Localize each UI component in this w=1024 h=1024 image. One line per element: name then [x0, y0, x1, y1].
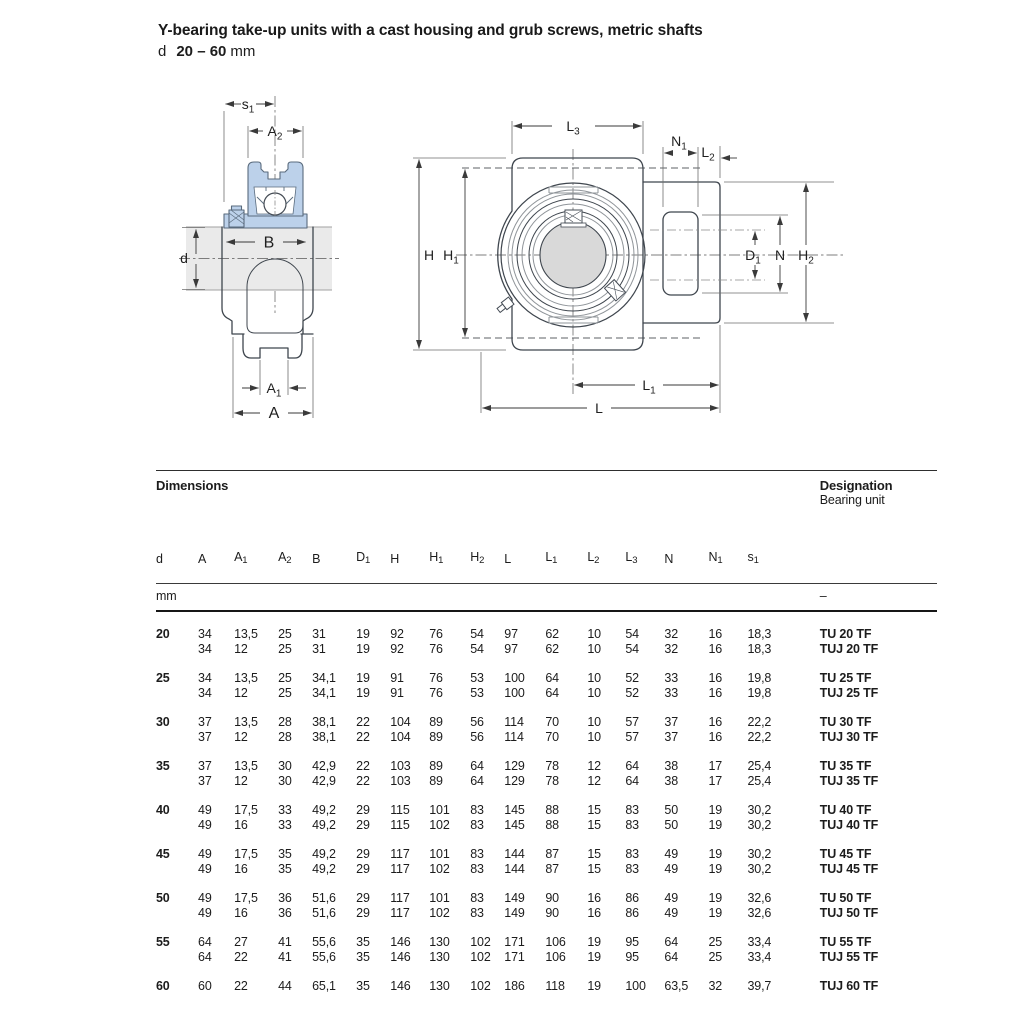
designation-cell: TU 30 TF TUJ 30 TF [819, 715, 879, 744]
value-cell: 41 41 [278, 935, 292, 964]
value-cell: 29 29 [356, 803, 370, 832]
svg-text:L1: $L_1$ [642, 377, 656, 397]
value-cell: 65,1 [312, 979, 336, 993]
value-cell: 115 115 [390, 803, 410, 832]
size-row [156, 920, 937, 964]
value-cell: 38,1 38,1 [312, 715, 336, 744]
column-header: A [198, 552, 207, 566]
value-cell: 54 54 [470, 627, 484, 656]
designation-cell: TU 50 TF TUJ 50 TF [819, 891, 879, 920]
value-cell: 33 33 [664, 671, 679, 700]
value-cell: 32 32 [664, 627, 679, 656]
svg-text:H2: $H_2$ [798, 247, 814, 267]
value-cell: 102 [470, 979, 491, 993]
value-cell: 104 104 [390, 715, 411, 744]
designation-title: Designation [819, 478, 893, 493]
value-cell: 10 10 [587, 671, 601, 700]
size-row [156, 964, 937, 994]
value-cell: 130 [429, 979, 450, 993]
value-cell: 171 171 [504, 935, 525, 964]
value-cell: 35 [356, 979, 370, 993]
value-cell: 118 [545, 979, 565, 993]
units-label: mm [156, 584, 820, 612]
value-cell: 51,6 51,6 [312, 891, 336, 920]
size-row [156, 876, 937, 920]
value-cell: 83 83 [470, 803, 484, 832]
size-row [156, 611, 937, 656]
value-cell: 19 19 [708, 891, 723, 920]
value-cell: 39,7 [747, 979, 772, 993]
size-cell: 45 [156, 847, 170, 861]
value-cell: 16 16 [587, 891, 601, 920]
value-cell: 32,6 32,6 [747, 891, 772, 920]
takeup-guide-outline [643, 182, 720, 323]
value-cell: 88 88 [545, 803, 559, 832]
dim-a2 [248, 123, 303, 158]
svg-text:d: d [180, 250, 188, 266]
designation-heading [820, 471, 937, 528]
units-row [156, 584, 937, 612]
column-header: $D_1$ [356, 550, 371, 566]
value-cell: 17,5 16 [234, 891, 258, 920]
size-cell: 30 [156, 715, 170, 729]
dim-a1 [242, 360, 306, 400]
value-cell: 92 92 [390, 627, 404, 656]
column-header: $A_1$ [234, 550, 248, 566]
value-cell: 38 38 [664, 759, 679, 788]
value-cell: 33,4 33,4 [747, 935, 772, 964]
value-cell: 86 86 [625, 891, 639, 920]
value-cell: 13,5 12 [234, 759, 258, 788]
svg-text:N1: $N_1$ [671, 133, 687, 153]
column-header: B [312, 552, 321, 566]
designation-cell: TU 20 TF TUJ 20 TF [819, 627, 879, 656]
value-cell: 146 [390, 979, 411, 993]
front-view-drawing [413, 118, 844, 416]
value-cell: 49 49 [198, 891, 212, 920]
value-cell: 19 19 [708, 803, 723, 832]
svg-text:L2: $L_2$ [701, 144, 715, 164]
svg-text:D1: $D_1$ [745, 247, 761, 267]
side-grub-screw [229, 206, 244, 227]
value-cell: 64 64 [545, 671, 559, 700]
value-cell: 30 30 [278, 759, 292, 788]
column-header: L [504, 552, 512, 566]
value-cell: 19 19 [587, 935, 601, 964]
svg-text:A: A [268, 405, 280, 422]
page-subtitle [158, 41, 703, 62]
designation-cell: TU 40 TF TUJ 40 TF [819, 803, 879, 832]
designation-cell: TU 25 TF TUJ 25 TF [819, 671, 879, 700]
value-cell: 29 29 [356, 847, 370, 876]
dimensions-heading: Dimensions [156, 471, 820, 528]
value-cell: 34,1 34,1 [312, 671, 336, 700]
value-cell: 144 144 [504, 847, 525, 876]
column-header: $H_2$ [470, 550, 485, 566]
value-cell: 117 117 [390, 847, 410, 876]
units-dash: – [820, 584, 937, 612]
value-cell: 97 97 [504, 627, 518, 656]
value-cell: 25 25 [278, 627, 292, 656]
value-cell: 42,9 42,9 [312, 759, 336, 788]
value-cell: 16 16 [708, 671, 723, 700]
size-cell: 40 [156, 803, 170, 817]
value-cell: 36 36 [278, 891, 292, 920]
size-row [156, 656, 937, 700]
value-cell: 62 62 [545, 627, 559, 656]
designation-cell: TU 45 TF TUJ 45 TF [819, 847, 879, 876]
value-cell: 25,4 25,4 [747, 759, 772, 788]
value-cell: 78 78 [545, 759, 559, 788]
value-cell: 25 25 [708, 935, 723, 964]
dim-h1 [443, 170, 465, 337]
value-cell: 52 52 [625, 671, 639, 700]
value-cell: 25 25 [278, 671, 292, 700]
value-cell: 100 [625, 979, 646, 993]
dim-n1 [663, 133, 698, 207]
value-cell: 49 49 [664, 847, 679, 876]
value-cell: 63,5 [664, 979, 689, 993]
value-cell: 13,5 12 [234, 627, 258, 656]
value-cell: 145 145 [504, 803, 525, 832]
value-cell: 146 146 [390, 935, 411, 964]
value-cell: 83 83 [470, 891, 484, 920]
size-cell: 55 [156, 935, 170, 949]
value-cell: 19,8 19,8 [747, 671, 772, 700]
subtitle-prefix: d [158, 43, 167, 60]
value-cell: 100 100 [504, 671, 525, 700]
svg-text:H1: $H_1$ [443, 247, 459, 267]
value-cell: 103 103 [390, 759, 411, 788]
designation-cell: TUJ 60 TF [819, 979, 879, 993]
value-cell: 17,5 16 [234, 847, 258, 876]
value-cell: 91 91 [390, 671, 404, 700]
value-cell: 33 33 [278, 803, 292, 832]
value-cell: 37 37 [198, 759, 212, 788]
dimensions-table [156, 470, 937, 994]
value-cell: 30,2 30,2 [747, 803, 772, 832]
size-cell: 50 [156, 891, 170, 905]
value-cell: 49 49 [198, 803, 212, 832]
value-cell: 102 102 [470, 935, 491, 964]
grease-nipple [496, 297, 514, 314]
dim-l3 [512, 118, 643, 154]
value-cell: 35 35 [356, 935, 370, 964]
value-cell: 35 35 [278, 847, 292, 876]
value-cell: 17 17 [708, 759, 723, 788]
value-cell: 37 37 [664, 715, 679, 744]
side-view-drawing [179, 96, 339, 422]
takeup-slot [663, 212, 698, 295]
value-cell: 89 89 [429, 715, 443, 744]
value-cell: 32 [708, 979, 723, 993]
value-cell: 149 149 [504, 891, 525, 920]
value-cell: 64 64 [470, 759, 484, 788]
size-cell: 25 [156, 671, 170, 685]
value-cell: 89 89 [429, 759, 443, 788]
value-cell: 101 102 [429, 891, 450, 920]
value-cell: 53 53 [470, 671, 484, 700]
value-cell: 76 76 [429, 627, 443, 656]
value-cell: 101 102 [429, 847, 450, 876]
column-header-spacer [820, 527, 937, 584]
value-cell: 27 22 [234, 935, 248, 964]
column-header: $L_3$ [625, 550, 638, 566]
value-cell: 29 29 [356, 891, 370, 920]
technical-drawings [140, 85, 870, 435]
table-body [156, 611, 937, 994]
table-title-row [156, 471, 937, 528]
value-cell: 55,6 55,6 [312, 935, 336, 964]
column-header: d [156, 552, 163, 566]
grub-screw-top [561, 210, 586, 227]
svg-text:N: N [774, 247, 786, 263]
value-cell: 95 95 [625, 935, 639, 964]
value-cell: 28 28 [278, 715, 292, 744]
value-cell: 19 [587, 979, 601, 993]
dim-h [413, 158, 506, 350]
title-block [158, 20, 703, 62]
subtitle-unit: mm [230, 43, 256, 60]
value-cell: 129 129 [504, 759, 525, 788]
size-row [156, 744, 937, 788]
size-cell: 35 [156, 759, 170, 773]
value-cell: 101 102 [429, 803, 450, 832]
column-header: $H_1$ [429, 550, 444, 566]
column-header: N [664, 552, 674, 566]
value-cell: 15 15 [587, 847, 601, 876]
value-cell: 106 106 [545, 935, 566, 964]
column-header: $L_1$ [545, 550, 558, 566]
value-cell: 22 22 [356, 759, 370, 788]
column-header-row [156, 527, 937, 584]
size-cell: 20 [156, 627, 170, 641]
value-cell: 34 34 [198, 627, 212, 656]
designation-cell: TU 55 TF TUJ 55 TF [819, 935, 879, 964]
value-cell: 22 22 [356, 715, 370, 744]
value-cell: 16 16 [708, 715, 723, 744]
value-cell: 15 15 [587, 803, 601, 832]
value-cell: 49 49 [664, 891, 679, 920]
column-header: $A_2$ [278, 550, 292, 566]
value-cell: 16 16 [708, 627, 723, 656]
shaft-circle [540, 222, 606, 288]
technical-drawing-svg [140, 85, 870, 435]
value-cell: 83 83 [625, 847, 639, 876]
svg-text:A2: $A_2$ [267, 123, 283, 143]
column-header: H [390, 552, 400, 566]
value-cell: 12 12 [587, 759, 601, 788]
designation-cell: TU 35 TF TUJ 35 TF [819, 759, 879, 788]
value-cell: 13,5 12 [234, 671, 258, 700]
dim-l [481, 352, 719, 416]
value-cell: 22,2 22,2 [747, 715, 772, 744]
size-row [156, 832, 937, 876]
value-cell: 57 57 [625, 715, 639, 744]
value-cell: 31 31 [312, 627, 326, 656]
value-cell: 13,5 12 [234, 715, 258, 744]
svg-text:H: H [423, 247, 435, 263]
page-title: Y-bearing take-up units with a cast housing and grub screws, metric shafts [158, 22, 703, 39]
value-cell: 130 130 [429, 935, 450, 964]
dim-l2 [701, 144, 737, 178]
column-header: $s_1$ [747, 550, 759, 566]
value-cell: 60 [198, 979, 212, 993]
value-cell: 76 76 [429, 671, 443, 700]
size-cell: 60 [156, 979, 170, 993]
value-cell: 186 [504, 979, 525, 993]
value-cell: 44 [278, 979, 292, 993]
svg-text:L3: $L_3$ [566, 118, 580, 138]
value-cell: 30,2 30,2 [747, 847, 772, 876]
size-row [156, 700, 937, 744]
value-cell: 19 19 [356, 627, 370, 656]
value-cell: 64 64 [664, 935, 679, 964]
value-cell: 90 90 [545, 891, 559, 920]
size-row [156, 788, 937, 832]
value-cell: 64 64 [625, 759, 639, 788]
value-cell: 50 50 [664, 803, 679, 832]
value-cell: 49,2 49,2 [312, 847, 336, 876]
value-cell: 17,5 16 [234, 803, 258, 832]
svg-text:B: B [263, 234, 275, 252]
value-cell: 114 114 [504, 715, 524, 744]
value-cell: 18,3 18,3 [747, 627, 772, 656]
value-cell: 70 70 [545, 715, 559, 744]
value-cell: 64 64 [198, 935, 212, 964]
designation-subtitle: Bearing unit [819, 493, 885, 507]
value-cell: 56 56 [470, 715, 484, 744]
value-cell: 22 [234, 979, 248, 993]
value-cell: 87 87 [545, 847, 559, 876]
value-cell: 34 34 [198, 671, 212, 700]
subtitle-range: 20 – 60 [176, 43, 227, 60]
value-cell: 83 83 [470, 847, 484, 876]
value-cell: 117 117 [390, 891, 410, 920]
value-cell: 10 10 [587, 627, 601, 656]
value-cell: 54 54 [625, 627, 639, 656]
svg-text:s1: $s_1$ [241, 96, 255, 116]
value-cell: 37 37 [198, 715, 212, 744]
column-header: $L_2$ [587, 550, 600, 566]
value-cell: 19 19 [356, 671, 370, 700]
value-cell: 19 19 [708, 847, 723, 876]
dimensions-table-section [156, 470, 937, 994]
svg-text:L: L [595, 400, 603, 416]
column-header: $N_1$ [708, 550, 723, 566]
value-cell: 83 83 [625, 803, 639, 832]
value-cell: 49 49 [198, 847, 212, 876]
value-cell: 49,2 49,2 [312, 803, 336, 832]
value-cell: 10 10 [587, 715, 601, 744]
svg-text:A1: $A_1$ [266, 380, 282, 400]
